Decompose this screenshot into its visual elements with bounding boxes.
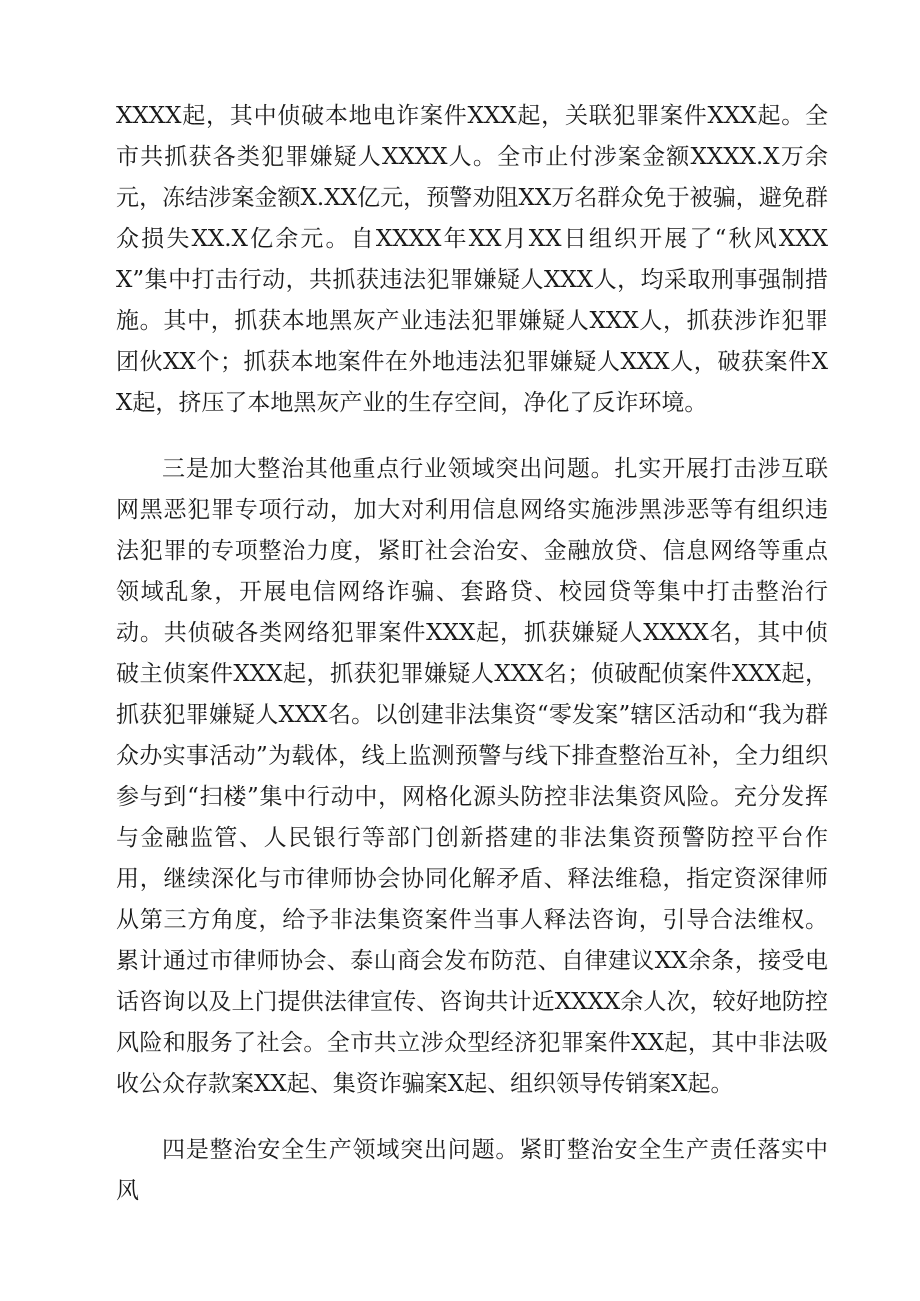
paragraph-2: 三是加大整治其他重点行业领域突出问题。扎实开展打击涉互联网黑恶犯罪专项行动，加大对利用信息网络实施涉黑涉恶等有组织违法犯罪的专项整治力度，紧盯社会治安、金融放贷、信息网络等重点领域乱象，开展电信网络诈骗、套路贷、校园贷等集中打击整治行动。共侦破各类网络犯罪案件XXX起，抓获嫌疑人XXXX名，其中侦破主侦案件XXX起，抓获犯罪嫌疑人XXX名；侦破配侦案件XXX起，抓获犯罪嫌疑人XXX名。以创建非法集资“零发案”辖区活动和“我为群众办实事活动”为载体，线上监测预警与线下排查整治互补，全力组织参与到“扫楼”集中行动中，网格化源头防控非法集资风险。充分发挥与金融监管、人民银行等部门创新搭建的非法集资预警防控平台作用，继续深化与市律师协会协同化解矛盾、释法维稳，指定资深律师从第三方角度，给予非法集资案件当事人释法咨询，引导合法维权。累计通过市律师协会、泰山商会发布防范、自律建议XX余条，接受电话咨询以及上门提供法律宣传、咨询共计近XXXX余人次，较好地防控风险和服务了社会。全市共立涉众型经济犯罪案件XX起，其中非法吸收公众存款案XX起、集资诈骗案X起、组织领导传销案X起。 [116,456,828,1097]
paragraph-1: XXXX起，其中侦破本地电诈案件XXX起，关联犯罪案件XXX起。全市共抓获各类犯罪嫌疑人XXXX人。全市止付涉案金额XXXX.X万余元，冻结涉案金额X.XX亿元，预警劝阻XX万名群众免于被骗，避免群众损失XX.X亿余元。自XXXX年XX月XX日组织开展了“秋风XXXX”集中打击行动，共抓获违法犯罪嫌疑人XXX人，均采取刑事强制措施。其中，抓获本地黑灰产业违法犯罪嫌疑人XXX人，抓获涉诈犯罪团伙XX个；抓获本地案件在外地违法犯罪嫌疑人XXX人，破获案件XX起，挤压了本地黑灰产业的生存空间，净化了反诈环境。 [116,103,828,416]
document-body [116,96,828,1212]
paragraph-3: 四是整治安全生产领域突出问题。紧盯整治安全生产责任落实中风 [116,1137,828,1204]
